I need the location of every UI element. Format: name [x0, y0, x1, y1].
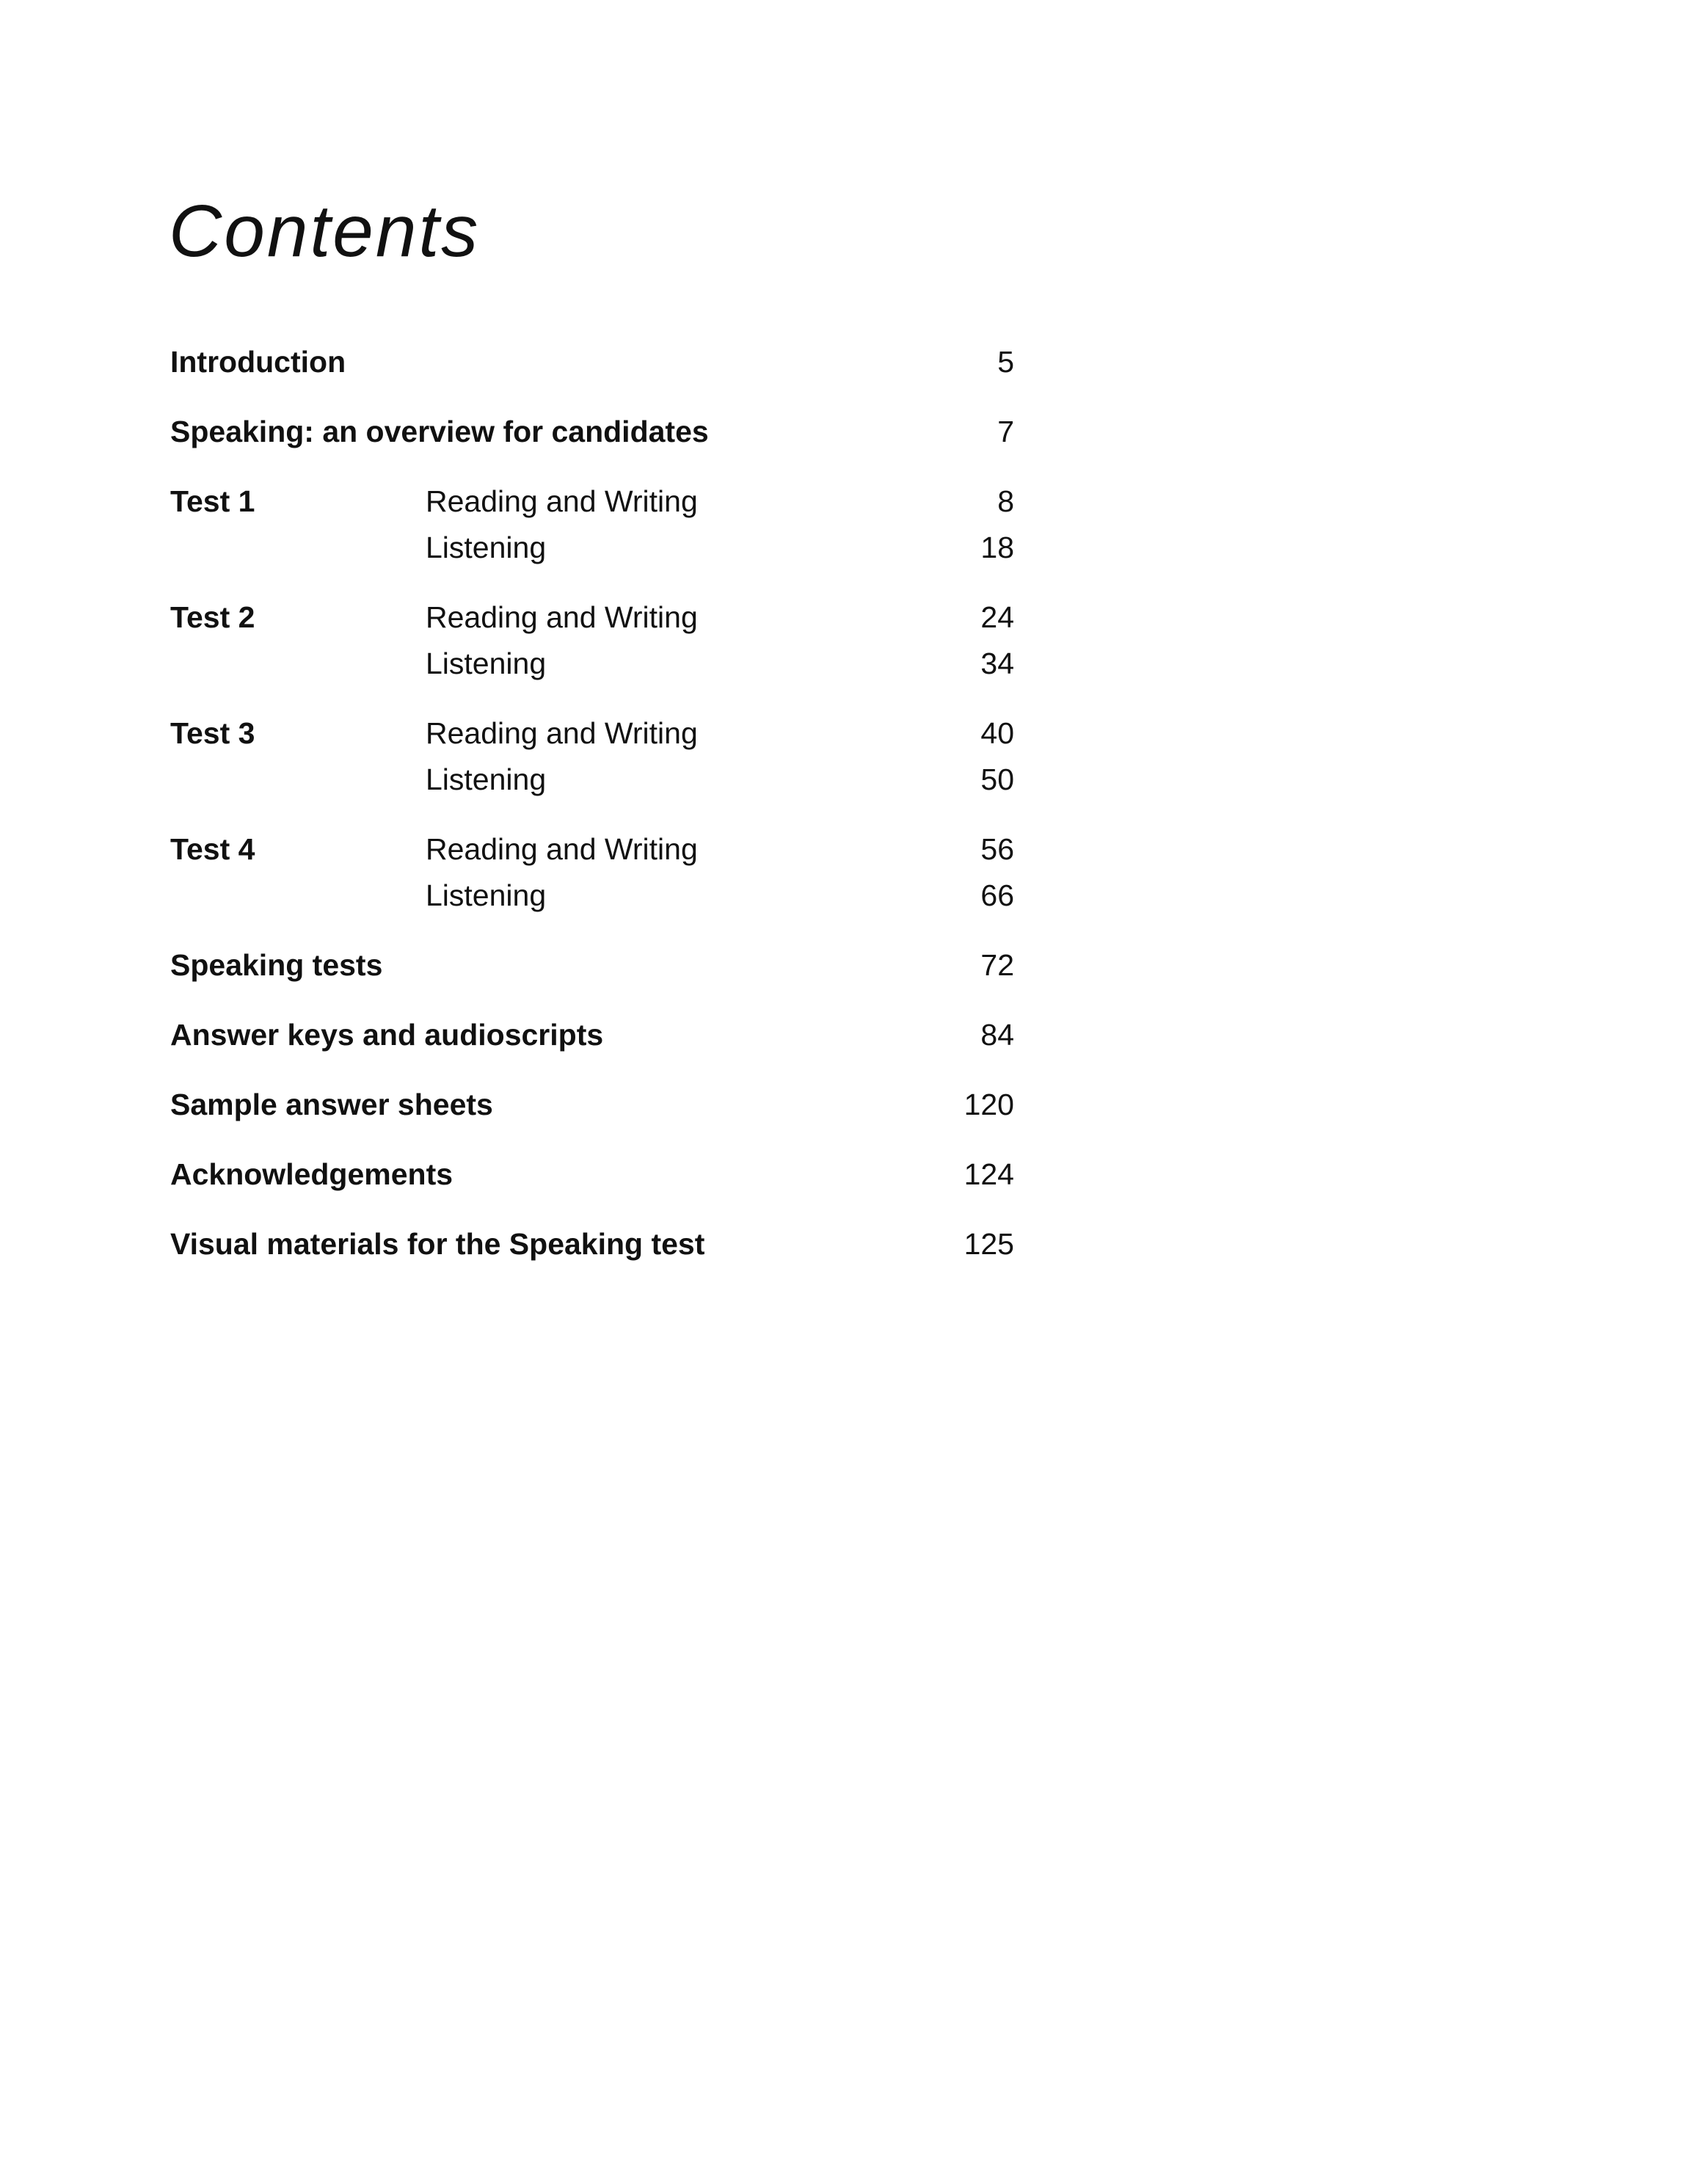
toc-page-number: 7: [997, 415, 1014, 448]
toc-sub-list: [426, 478, 1014, 571]
toc-group-test-4: [170, 826, 1014, 919]
toc-page-number: 125: [964, 1227, 1014, 1261]
toc-entry-answer-keys[interactable]: [170, 1012, 1014, 1058]
toc-page-number: 84: [980, 1018, 1014, 1052]
toc-entry-label: Introduction: [170, 345, 346, 379]
table-of-contents: [170, 339, 1014, 1291]
toc-entry-acknowledgements[interactable]: [170, 1151, 1014, 1198]
toc-page-number: 34: [980, 647, 1014, 680]
toc-sub-entry-label: Reading and Writing: [426, 716, 698, 750]
page-title: Contents: [169, 190, 481, 272]
toc-group-test-2: [170, 594, 1014, 687]
toc-page-number: 66: [980, 878, 1014, 912]
toc-group-label: Test 4: [170, 832, 255, 866]
toc-sub-entry-label: Reading and Writing: [426, 600, 698, 634]
toc-sub-entry-label: Listening: [426, 878, 547, 912]
toc-sub-entry-listening[interactable]: [426, 757, 1014, 803]
toc-page-number: 5: [997, 345, 1014, 379]
toc-group-label: Test 3: [170, 716, 255, 750]
toc-entry-label: Visual materials for the Speaking test: [170, 1227, 705, 1261]
toc-entry-label: Answer keys and audioscripts: [170, 1018, 604, 1052]
toc-page-number: 72: [980, 948, 1014, 982]
toc-page-number: 56: [980, 832, 1014, 866]
toc-page-number: 120: [964, 1088, 1014, 1121]
toc-entry-label: Speaking tests: [170, 948, 383, 982]
toc-sub-entry-reading-writing[interactable]: [426, 478, 1014, 525]
toc-page-number: 40: [980, 716, 1014, 750]
toc-group-test-1: [170, 478, 1014, 571]
toc-sub-list: [426, 826, 1014, 919]
toc-page-number: 50: [980, 762, 1014, 796]
toc-sub-entry-listening[interactable]: [426, 525, 1014, 571]
toc-sub-entry-label: Reading and Writing: [426, 832, 698, 866]
toc-entry-label: Speaking: an overview for candidates: [170, 415, 709, 448]
toc-sub-entry-listening[interactable]: [426, 641, 1014, 687]
toc-sub-entry-reading-writing[interactable]: [426, 594, 1014, 641]
toc-group-test-3: [170, 710, 1014, 803]
toc-sub-entry-reading-writing[interactable]: [426, 826, 1014, 873]
toc-sub-list: [426, 594, 1014, 687]
toc-sub-entry-label: Listening: [426, 531, 547, 564]
toc-sub-entry-label: Listening: [426, 647, 547, 680]
toc-page-number: 124: [964, 1157, 1014, 1191]
toc-page-number: 24: [980, 600, 1014, 634]
toc-group-label: Test 1: [170, 484, 255, 518]
toc-sub-list: [426, 710, 1014, 803]
toc-page-number: 8: [997, 484, 1014, 518]
toc-sub-entry-label: Listening: [426, 762, 547, 796]
toc-sub-entry-label: Reading and Writing: [426, 484, 698, 518]
toc-entry-sample-answer-sheets[interactable]: [170, 1082, 1014, 1128]
toc-entry-label: Acknowledgements: [170, 1157, 454, 1191]
toc-sub-entry-listening[interactable]: [426, 873, 1014, 919]
toc-entry-introduction[interactable]: [170, 339, 1014, 385]
toc-page-number: 18: [980, 531, 1014, 564]
toc-entry-label: Sample answer sheets: [170, 1088, 493, 1121]
toc-group-label: Test 2: [170, 600, 255, 634]
toc-entry-visual-materials[interactable]: [170, 1221, 1014, 1267]
toc-entry-speaking-overview[interactable]: [170, 409, 1014, 455]
toc-sub-entry-reading-writing[interactable]: [426, 710, 1014, 757]
toc-entry-speaking-tests[interactable]: [170, 942, 1014, 989]
